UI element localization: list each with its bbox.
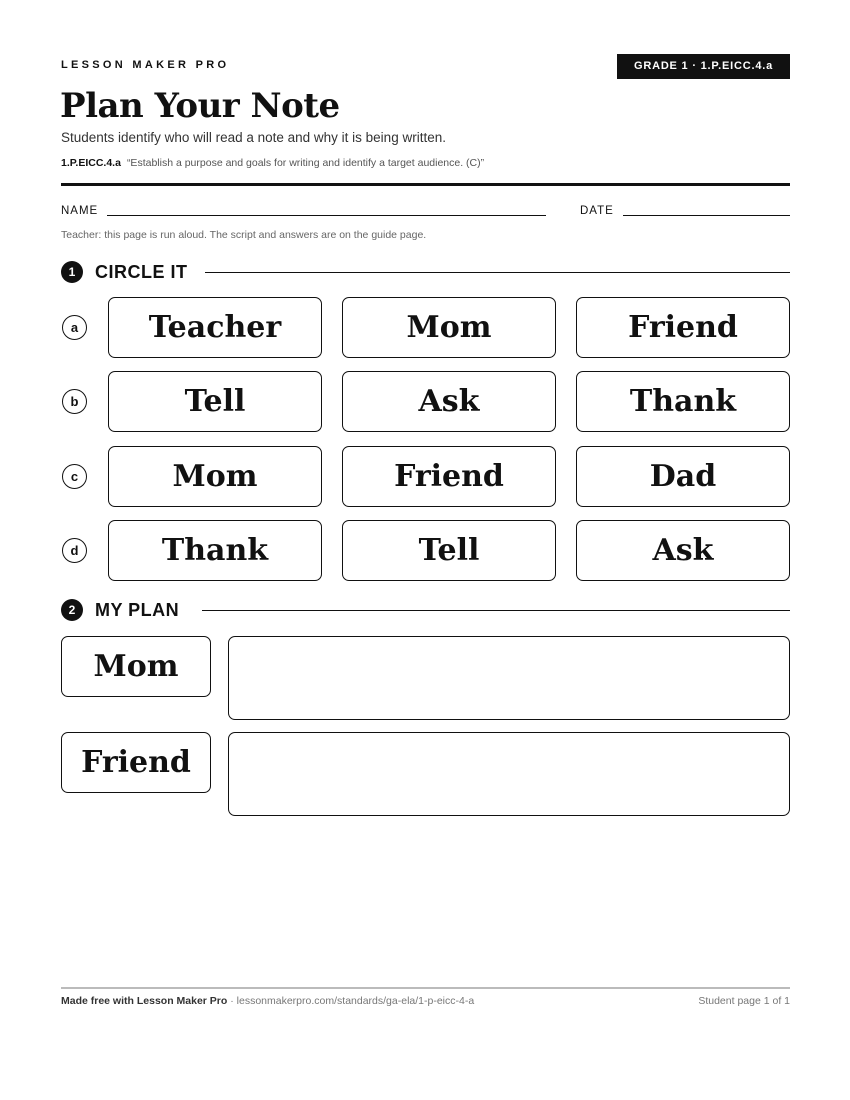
- row-letter-d: d: [62, 538, 87, 563]
- section-title: CIRCLE IT: [95, 261, 188, 282]
- footer-page-number: Student page 1 of 1: [698, 995, 790, 1007]
- plan-writing-box-2[interactable]: [228, 732, 790, 816]
- row-letter-c: c: [62, 464, 87, 489]
- section-number-badge: 2: [61, 599, 83, 621]
- name-label: NAME: [61, 205, 99, 217]
- choice-c-1[interactable]: Mom: [108, 446, 322, 507]
- choice-d-1[interactable]: Thank: [108, 520, 322, 581]
- header-divider: [61, 183, 790, 186]
- footer-made-with: Made free with Lesson Maker Pro: [61, 995, 228, 1007]
- plan-writing-box-1[interactable]: [228, 636, 790, 720]
- plan-word-1: Mom: [61, 636, 211, 697]
- choice-a-2[interactable]: Mom: [342, 297, 556, 358]
- choice-d-2[interactable]: Tell: [342, 520, 556, 581]
- teacher-note: Teacher: this page is run aloud. The script and answers are on the guide page.: [61, 229, 427, 241]
- footer-separator: ·: [227, 995, 237, 1007]
- date-label: DATE: [580, 205, 614, 217]
- section-divider: [205, 272, 790, 273]
- choice-c-3[interactable]: Dad: [576, 446, 790, 507]
- footer-credit: [61, 995, 474, 1007]
- section-divider: [202, 610, 790, 611]
- section-number-badge: 1: [61, 261, 83, 283]
- choice-d-3[interactable]: Ask: [576, 520, 790, 581]
- choice-c-2[interactable]: Friend: [342, 446, 556, 507]
- section-circle-it-heading: [61, 260, 188, 284]
- choice-a-3[interactable]: Friend: [576, 297, 790, 358]
- grade-badge: GRADE 1 · 1.P.EICC.4.a: [617, 54, 790, 79]
- standard-line: [61, 157, 484, 169]
- brand-logo-text: LESSON MAKER PRO: [61, 59, 230, 71]
- page-subtitle: Students identify who will read a note and why it is being written.: [61, 130, 446, 145]
- row-letter-b: b: [62, 389, 87, 414]
- footer-url[interactable]: lessonmakerpro.com/standards/ga-ela/1-p-eicc-4-a: [236, 995, 475, 1007]
- choice-a-1[interactable]: Teacher: [108, 297, 322, 358]
- plan-word-2: Friend: [61, 732, 211, 793]
- choice-b-2[interactable]: Ask: [342, 371, 556, 432]
- page-title: Plan Your Note: [60, 86, 340, 126]
- footer-divider: [61, 987, 790, 989]
- row-letter-a: a: [62, 315, 87, 340]
- choice-b-3[interactable]: Thank: [576, 371, 790, 432]
- section-my-plan-heading: [61, 598, 179, 622]
- standard-text: “Establish a purpose and goals for writing and identify a target audience. (C)”: [126, 157, 485, 169]
- date-field[interactable]: [623, 215, 790, 216]
- section-title: MY PLAN: [95, 599, 180, 620]
- choice-b-1[interactable]: Tell: [108, 371, 322, 432]
- name-field[interactable]: [107, 215, 546, 216]
- standard-code: 1.P.EICC.4.a: [61, 157, 121, 169]
